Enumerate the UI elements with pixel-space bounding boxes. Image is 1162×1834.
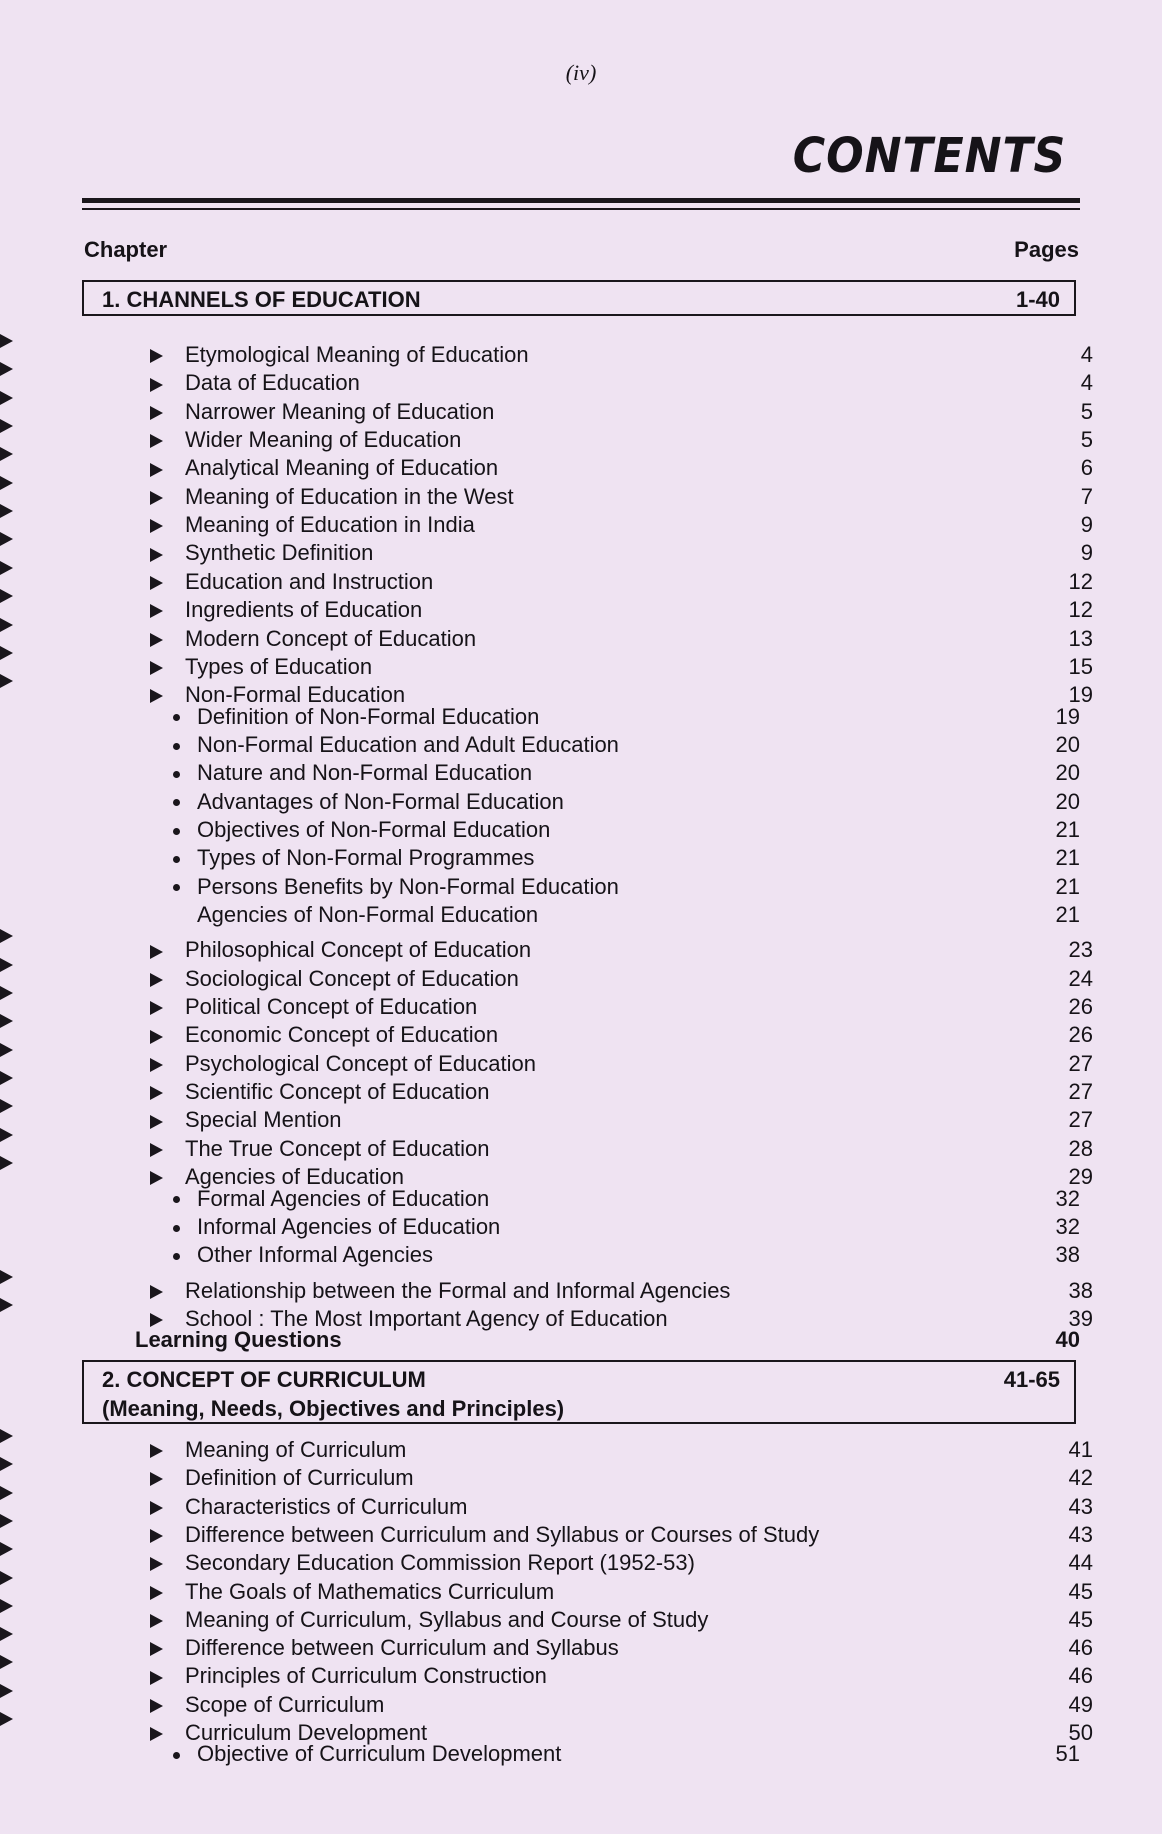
- toc-entry-title: Scope of Curriculum: [185, 1691, 385, 1717]
- arrow-bullet-icon: [150, 1671, 163, 1685]
- toc-entry-page: 15: [1068, 653, 1093, 679]
- toc-entry-page: 26: [1068, 1022, 1093, 1048]
- toc-entry: [0, 334, 1162, 367]
- toc-entry: [0, 447, 1162, 481]
- toc-entry-title: Definition of Curriculum: [185, 1465, 414, 1491]
- toc-entry: [0, 901, 1162, 929]
- toc-entry-title: Objective of Curriculum Development: [197, 1741, 562, 1767]
- toc-entry-page: 13: [1068, 625, 1093, 651]
- toc-entry-page: 43: [1068, 1493, 1093, 1519]
- toc-entry-page: 41: [1068, 1437, 1093, 1462]
- heading-rule-thin: [82, 208, 1080, 210]
- toc-entry: [0, 1099, 1162, 1133]
- toc-entry-title: Nature and Non-Formal Education: [197, 760, 533, 786]
- toc-entry-title: Curriculum Development: [185, 1720, 428, 1745]
- toc-entry: [0, 1599, 1162, 1632]
- toc-entry-title: Informal Agencies of Education: [197, 1213, 501, 1239]
- toc-entry-title: Characteristics of Curriculum: [185, 1493, 468, 1519]
- toc-entry: [0, 1071, 1162, 1105]
- chapter-1-title: 1. CHANNELS OF EDUCATION: [102, 287, 421, 312]
- toc-entry-title: Economic Concept of Education: [185, 1022, 499, 1048]
- toc-entry: [0, 1712, 1162, 1745]
- toc-entry-page: 4: [1080, 370, 1093, 396]
- arrow-bullet-icon: [150, 406, 163, 420]
- toc-entry-page: 42: [1068, 1465, 1093, 1491]
- chapter-2-subtitle: (Meaning, Needs, Objectives and Principles): [102, 1396, 565, 1421]
- toc-entry: [0, 391, 1162, 424]
- toc-entry-page: 20: [1055, 760, 1080, 786]
- toc-entry-page: 40: [1055, 1327, 1080, 1353]
- dot-bullet-icon: [173, 1225, 180, 1232]
- arrow-bullet-icon: [150, 519, 163, 533]
- toc-entry-title: Advantages of Non-Formal Education: [197, 788, 564, 814]
- contents-heading: CONTENTS: [792, 128, 1066, 184]
- toc-entry-title: Political Concept of Education: [185, 994, 478, 1020]
- arrow-bullet-icon: [150, 1614, 163, 1628]
- arrow-bullet-icon: [150, 1058, 163, 1072]
- toc-entry: [0, 476, 1162, 509]
- arrow-bullet-icon: [150, 604, 163, 618]
- dot-bullet-icon: [173, 1196, 180, 1203]
- toc-entry-page: 27: [1068, 1079, 1093, 1105]
- toc-entry-title: Etymological Meaning of Education: [185, 342, 529, 367]
- toc-entry: [0, 532, 1162, 566]
- dot-bullet-icon: [173, 856, 180, 863]
- chapter-2-title: 2. CONCEPT OF CURRICULUM: [102, 1367, 426, 1392]
- arrow-bullet-icon: [150, 1115, 163, 1129]
- toc-entry-title: Secondary Education Commission Report (1952-53): [185, 1550, 695, 1576]
- toc-entry: [0, 1128, 1162, 1161]
- toc-entry-page: 27: [1068, 1050, 1093, 1076]
- arrow-bullet-icon: [150, 576, 163, 590]
- dot-bullet-icon: [173, 1752, 180, 1759]
- toc-entry-page: 21: [1055, 873, 1080, 899]
- toc-entry-title: Relationship between the Formal and Informal Agencies: [185, 1277, 731, 1303]
- arrow-bullet-icon: [150, 1727, 163, 1741]
- toc-entry: [0, 504, 1162, 538]
- toc-entry: [0, 1457, 1162, 1491]
- toc-entry-title: Principles of Curriculum Construction: [185, 1663, 547, 1689]
- toc-entry-title: Synthetic Definition: [185, 540, 374, 566]
- column-header-pages: Pages: [1014, 237, 1079, 262]
- toc-entry: [0, 419, 1162, 453]
- toc-entry: [0, 1298, 1162, 1331]
- toc-entry: [0, 618, 1162, 651]
- toc-entry-page: 51: [1055, 1741, 1080, 1767]
- dot-bullet-icon: [173, 828, 180, 835]
- toc-entry-title: Analytical Meaning of Education: [185, 455, 499, 481]
- heading-rule-thick: [82, 198, 1080, 203]
- arrow-bullet-icon: [150, 1171, 163, 1185]
- chapter-2-page-range: 41-65: [1003, 1367, 1060, 1392]
- arrow-bullet-icon: [150, 689, 163, 703]
- toc-entry: [0, 1627, 1162, 1661]
- toc-entry-title: Sociological Concept of Education: [185, 965, 519, 991]
- toc-entry-title: Wider Meaning of Education: [185, 427, 462, 453]
- toc-entry-title: Modern Concept of Education: [185, 625, 477, 651]
- toc-entry-page: 9: [1080, 540, 1093, 566]
- toc-entry-title: Persons Benefits by Non-Formal Education: [197, 873, 619, 899]
- toc-entry-page: 45: [1068, 1578, 1093, 1604]
- toc-entry-title: Scientific Concept of Education: [185, 1079, 490, 1105]
- chapter-1-page-range: 1-40: [1015, 287, 1060, 312]
- toc-entry-page: 21: [1055, 816, 1080, 842]
- toc-entry: [0, 1571, 1162, 1604]
- toc-entry-page: 21: [1055, 902, 1080, 927]
- toc-entry-page: 27: [1068, 1107, 1093, 1133]
- toc-entry: [0, 731, 1162, 759]
- toc-entry-page: 38: [1055, 1242, 1080, 1268]
- toc-entry-page: 46: [1068, 1635, 1093, 1661]
- toc-entry-page: 23: [1068, 937, 1093, 963]
- toc-entry-page: 4: [1080, 342, 1093, 367]
- toc-entry-page: 46: [1068, 1663, 1093, 1689]
- toc-entry-title: Objectives of Non-Formal Education: [197, 816, 551, 842]
- toc-entry: [0, 958, 1162, 991]
- toc-entry-page: 29: [1068, 1164, 1093, 1190]
- toc-entry-page: 49: [1068, 1691, 1093, 1717]
- toc-entry-title: Types of Education: [185, 653, 373, 679]
- toc-entry-title: Types of Non-Formal Programmes: [197, 845, 535, 871]
- toc-entry: [0, 1655, 1162, 1689]
- toc-entry: [0, 1740, 1162, 1768]
- toc-entry: [0, 788, 1162, 816]
- toc-entry: [0, 1270, 1162, 1303]
- arrow-bullet-icon: [150, 1001, 163, 1015]
- toc-entry-title: Meaning of Curriculum: [185, 1437, 407, 1462]
- arrow-bullet-icon: [150, 491, 163, 505]
- toc-entry-title: Formal Agencies of Education: [197, 1185, 490, 1211]
- toc-entry-title: Agencies of Education: [185, 1164, 404, 1190]
- arrow-bullet-icon: [150, 349, 163, 363]
- toc-entry-page: 28: [1068, 1135, 1093, 1161]
- toc-entry: [0, 873, 1162, 901]
- toc-entry-page: 32: [1055, 1213, 1080, 1239]
- toc-entry-title: Meaning of Education in India: [185, 512, 475, 538]
- toc-entry-title: Non-Formal Education: [185, 682, 406, 708]
- toc-entry-page: 5: [1080, 427, 1093, 453]
- toc-entry: [0, 1014, 1162, 1048]
- arrow-bullet-icon: [150, 463, 163, 477]
- toc-entry: [0, 1514, 1162, 1547]
- arrow-bullet-icon: [150, 548, 163, 562]
- toc-entry-title: School : The Most Important Agency of Education: [185, 1305, 668, 1331]
- toc-entry-title: Difference between Curriculum and Syllabus: [185, 1635, 619, 1661]
- toc-entry-title: Meaning of Education in the West: [185, 483, 514, 509]
- toc-entry: [0, 1156, 1162, 1190]
- toc-entry-page: 12: [1068, 597, 1093, 623]
- toc-entry-title: Ingredients of Education: [185, 597, 423, 623]
- arrow-bullet-icon: [150, 1143, 163, 1157]
- toc-entry: [0, 674, 1162, 708]
- toc-entry-page: 5: [1080, 398, 1093, 424]
- toc-entry-title: Narrower Meaning of Education: [185, 398, 495, 424]
- dot-bullet-icon: [173, 714, 180, 721]
- page-number: (iv): [565, 60, 597, 85]
- toc-entry-page: 50: [1068, 1720, 1093, 1745]
- toc-entry-page: 9: [1080, 512, 1093, 538]
- toc-entry: [0, 646, 1162, 679]
- toc-entry-title: Learning Questions: [135, 1327, 342, 1353]
- toc-entry-page: 26: [1068, 994, 1093, 1020]
- toc-entry-page: 19: [1068, 682, 1093, 708]
- toc-entry-page: 39: [1068, 1305, 1093, 1331]
- toc-entry-title: Meaning of Curriculum, Syllabus and Course of Study: [185, 1606, 709, 1632]
- dot-bullet-icon: [173, 799, 180, 806]
- toc-entry-page: 45: [1068, 1606, 1093, 1632]
- toc-entry: [0, 929, 1162, 963]
- arrow-bullet-icon: [150, 945, 163, 959]
- toc-entry: [0, 561, 1162, 594]
- arrow-bullet-icon: [150, 1642, 163, 1656]
- toc-entry-title: Other Informal Agencies: [197, 1242, 434, 1268]
- toc-entry-page: 7: [1080, 483, 1093, 509]
- dot-bullet-icon: [173, 1253, 180, 1260]
- toc-entry-title: Special Mention: [185, 1107, 342, 1133]
- toc-entry-page: 44: [1068, 1550, 1093, 1576]
- toc-entry: [0, 1684, 1162, 1717]
- toc-entry-page: 20: [1055, 788, 1080, 814]
- toc-entry: [0, 1486, 1162, 1519]
- toc-entry-page: 6: [1080, 455, 1093, 481]
- arrow-bullet-icon: [150, 661, 163, 675]
- toc-entry-title: The Goals of Mathematics Curriculum: [185, 1578, 555, 1604]
- toc-entry-page: 32: [1055, 1185, 1080, 1211]
- toc-entry: [0, 1241, 1162, 1269]
- arrow-bullet-icon: [150, 1557, 163, 1571]
- arrow-bullet-icon: [150, 1529, 163, 1543]
- toc-entry-title: Definition of Non-Formal Education: [197, 703, 540, 729]
- toc-entry: [0, 1213, 1162, 1241]
- toc-entry: [0, 1542, 1162, 1576]
- toc-entry: [0, 589, 1162, 623]
- toc-entry: [0, 759, 1162, 787]
- toc-entry-page: 19: [1055, 703, 1080, 729]
- toc-entry: [0, 1185, 1162, 1213]
- arrow-bullet-icon: [150, 378, 163, 392]
- arrow-bullet-icon: [150, 1699, 163, 1713]
- toc-entry-page: 12: [1068, 568, 1093, 594]
- toc-entry-page: 43: [1068, 1521, 1093, 1547]
- toc-entry-page: 38: [1068, 1277, 1093, 1303]
- chapter-1-header: [82, 280, 1076, 316]
- toc-entry-title: Non-Formal Education and Adult Education: [197, 731, 619, 757]
- arrow-bullet-icon: [150, 1472, 163, 1486]
- arrow-bullet-icon: [150, 1086, 163, 1100]
- toc-entry-title: The True Concept of Education: [185, 1135, 490, 1161]
- toc-entry-title: Philosophical Concept of Education: [185, 937, 532, 963]
- toc-entry-page: 24: [1068, 965, 1093, 991]
- toc-entry-page: 21: [1055, 845, 1080, 871]
- toc-entry-title: Data of Education: [185, 370, 360, 396]
- dot-bullet-icon: [173, 771, 180, 778]
- arrow-bullet-icon: [150, 1313, 163, 1327]
- toc-entry-title: Difference between Curriculum and Syllabus or Courses of Study: [185, 1521, 820, 1547]
- arrow-bullet-icon: [150, 633, 163, 647]
- learning-questions-row: [0, 1326, 1162, 1354]
- toc-entry-page: 20: [1055, 731, 1080, 757]
- arrow-bullet-icon: [150, 1030, 163, 1044]
- arrow-bullet-icon: [150, 1586, 163, 1600]
- toc-entry: [0, 816, 1162, 844]
- dot-bullet-icon: [173, 884, 180, 891]
- toc-entry: [0, 1429, 1162, 1462]
- toc-entry-title: Psychological Concept of Education: [185, 1050, 536, 1076]
- dot-bullet-icon: [173, 743, 180, 750]
- toc-entry: [0, 1043, 1162, 1076]
- column-header-chapter: Chapter: [84, 237, 168, 262]
- toc-entry: [0, 986, 1162, 1020]
- toc-entry: [0, 362, 1162, 396]
- chapter-2-header: [82, 1360, 1076, 1424]
- toc-entry-title: Education and Instruction: [185, 568, 434, 594]
- arrow-bullet-icon: [150, 434, 163, 448]
- arrow-bullet-icon: [150, 1285, 163, 1299]
- arrow-bullet-icon: [150, 1444, 163, 1458]
- arrow-bullet-icon: [150, 1501, 163, 1515]
- toc-entry-title: Agencies of Non-Formal Education: [197, 902, 539, 927]
- toc-entry: [0, 844, 1162, 872]
- arrow-bullet-icon: [150, 973, 163, 987]
- toc-entry: [0, 703, 1162, 731]
